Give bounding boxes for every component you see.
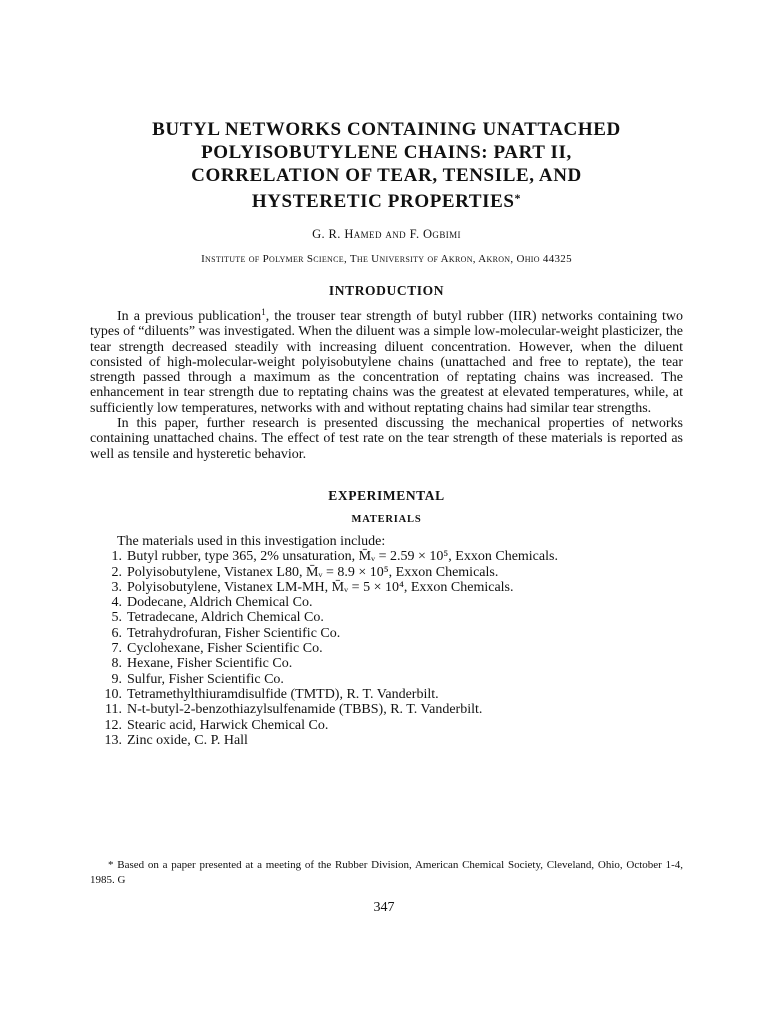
list-item: [90, 687, 683, 702]
intro-paragraph-2: In this paper, further research is presented discussing the mechanical properties of networks containing unattached chains. The effect of test rate on the tear strength of these materials is reported as well as tensile and hysteretic behavior.: [90, 416, 683, 462]
title-footnote-mark: *: [514, 191, 522, 205]
item-number: 5.: [111, 610, 122, 626]
list-item: [90, 641, 683, 656]
page-number: 347: [373, 900, 395, 915]
list-item: [90, 702, 683, 717]
list-item: [90, 718, 683, 733]
list-item: [90, 565, 683, 580]
list-item: [90, 580, 683, 595]
title-line: CORRELATION OF TEAR, TENSILE, AND: [191, 165, 582, 186]
item-text: N-t-butyl-2-benzothiazylsulfenamide (TBBS), R. T. Vanderbilt.: [127, 702, 483, 718]
intro-p1-rest: , the trouser tear strength of butyl rubber (IIR) networks containing two types of “diluents” was investigated. When the diluent was a simple low-molecular-weight plasticizer, the tear strength decreased steadily with increasing diluent concentration. However, when the diluent consisted of high-molecular-weight polyisobutylene chains (unattached and free to reptate), the tear strength passed through a maximum as the concentration of reptating chains was increased. The enhancement in tear strength due to reptating chains was the greatest at elevated temperatures, while, at sufficiently low temperatures, networks with and without reptating chains had similar tear strengths.: [90, 309, 684, 416]
item-number: 6.: [111, 625, 122, 641]
item-text: Stearic acid, Harwick Chemical Co.: [127, 717, 329, 733]
item-number: 8.: [111, 656, 122, 672]
intro-p1-start: In a previous publication: [117, 309, 262, 324]
list-item: [90, 656, 683, 671]
reference-marker: 1: [261, 307, 266, 317]
title-line: HYSTERETIC PROPERTIES: [251, 191, 515, 212]
item-text: Tetramethylthiuramdisulfide (TMTD), R. T. Vanderbilt.: [127, 686, 439, 702]
title-line: BUTYL NETWORKS CONTAINING UNATTACHED: [152, 119, 621, 140]
item-number: 2.: [111, 564, 122, 580]
item-text: Polyisobutylene, Vistanex L80, M̄ᵥ = 8.9 × 10⁵, Exxon Chemicals.: [127, 564, 499, 580]
item-text: Tetradecane, Aldrich Chemical Co.: [127, 610, 324, 626]
item-number: 13.: [104, 732, 122, 748]
item-text: Dodecane, Aldrich Chemical Co.: [127, 595, 313, 611]
title-line-last: [90, 187, 683, 213]
item-text: Butyl rubber, type 365, 2% unsaturation, M̄ᵥ = 2.59 × 10⁵, Exxon Chemicals.: [127, 549, 558, 565]
introduction-heading: INTRODUCTION: [328, 283, 445, 298]
item-number: 11.: [105, 702, 122, 718]
item-number: 9.: [111, 671, 122, 687]
item-number: 4.: [111, 595, 122, 611]
list-item: [90, 595, 683, 610]
item-text: Cyclohexane, Fisher Scientific Co.: [127, 641, 323, 657]
intro-paragraph-1: [90, 309, 683, 416]
footnote: * Based on a paper presented at a meeting of the Rubber Division, American Chemical Society, Cleveland, Ohio, October 1-4, 1985. G: [90, 859, 683, 886]
paper-title: [90, 118, 683, 213]
list-item: [90, 672, 683, 687]
item-number: 7.: [111, 641, 122, 657]
item-number: 1.: [111, 549, 122, 565]
item-text: Sulfur, Fisher Scientific Co.: [127, 671, 284, 687]
item-text: Polyisobutylene, Vistanex LM-MH, M̄ᵥ = 5 × 10⁴, Exxon Chemicals.: [127, 579, 514, 595]
item-text: Tetrahydrofuran, Fisher Scientific Co.: [127, 625, 341, 641]
item-number: 10.: [104, 686, 122, 702]
title-line: POLYISOBUTYLENE CHAINS: PART II,: [201, 142, 572, 163]
list-item: [90, 626, 683, 641]
item-number: 3.: [111, 579, 122, 595]
list-item: [90, 549, 683, 564]
materials-heading: MATERIALS: [351, 513, 422, 525]
materials-list: [90, 549, 683, 748]
affiliation: Institute of Polymer Science, The University of Akron, Akron, Ohio 44325: [201, 253, 572, 265]
item-number: 12.: [104, 717, 122, 733]
list-item: [90, 733, 683, 748]
experimental-heading: EXPERIMENTAL: [328, 487, 445, 503]
authors: G. R. Hamed and F. Ogbimi: [312, 227, 461, 241]
item-text: Hexane, Fisher Scientific Co.: [127, 656, 293, 672]
materials-intro: The materials used in this investigation include:: [117, 533, 386, 549]
list-item: [90, 610, 683, 625]
item-text: Zinc oxide, C. P. Hall: [127, 732, 248, 748]
